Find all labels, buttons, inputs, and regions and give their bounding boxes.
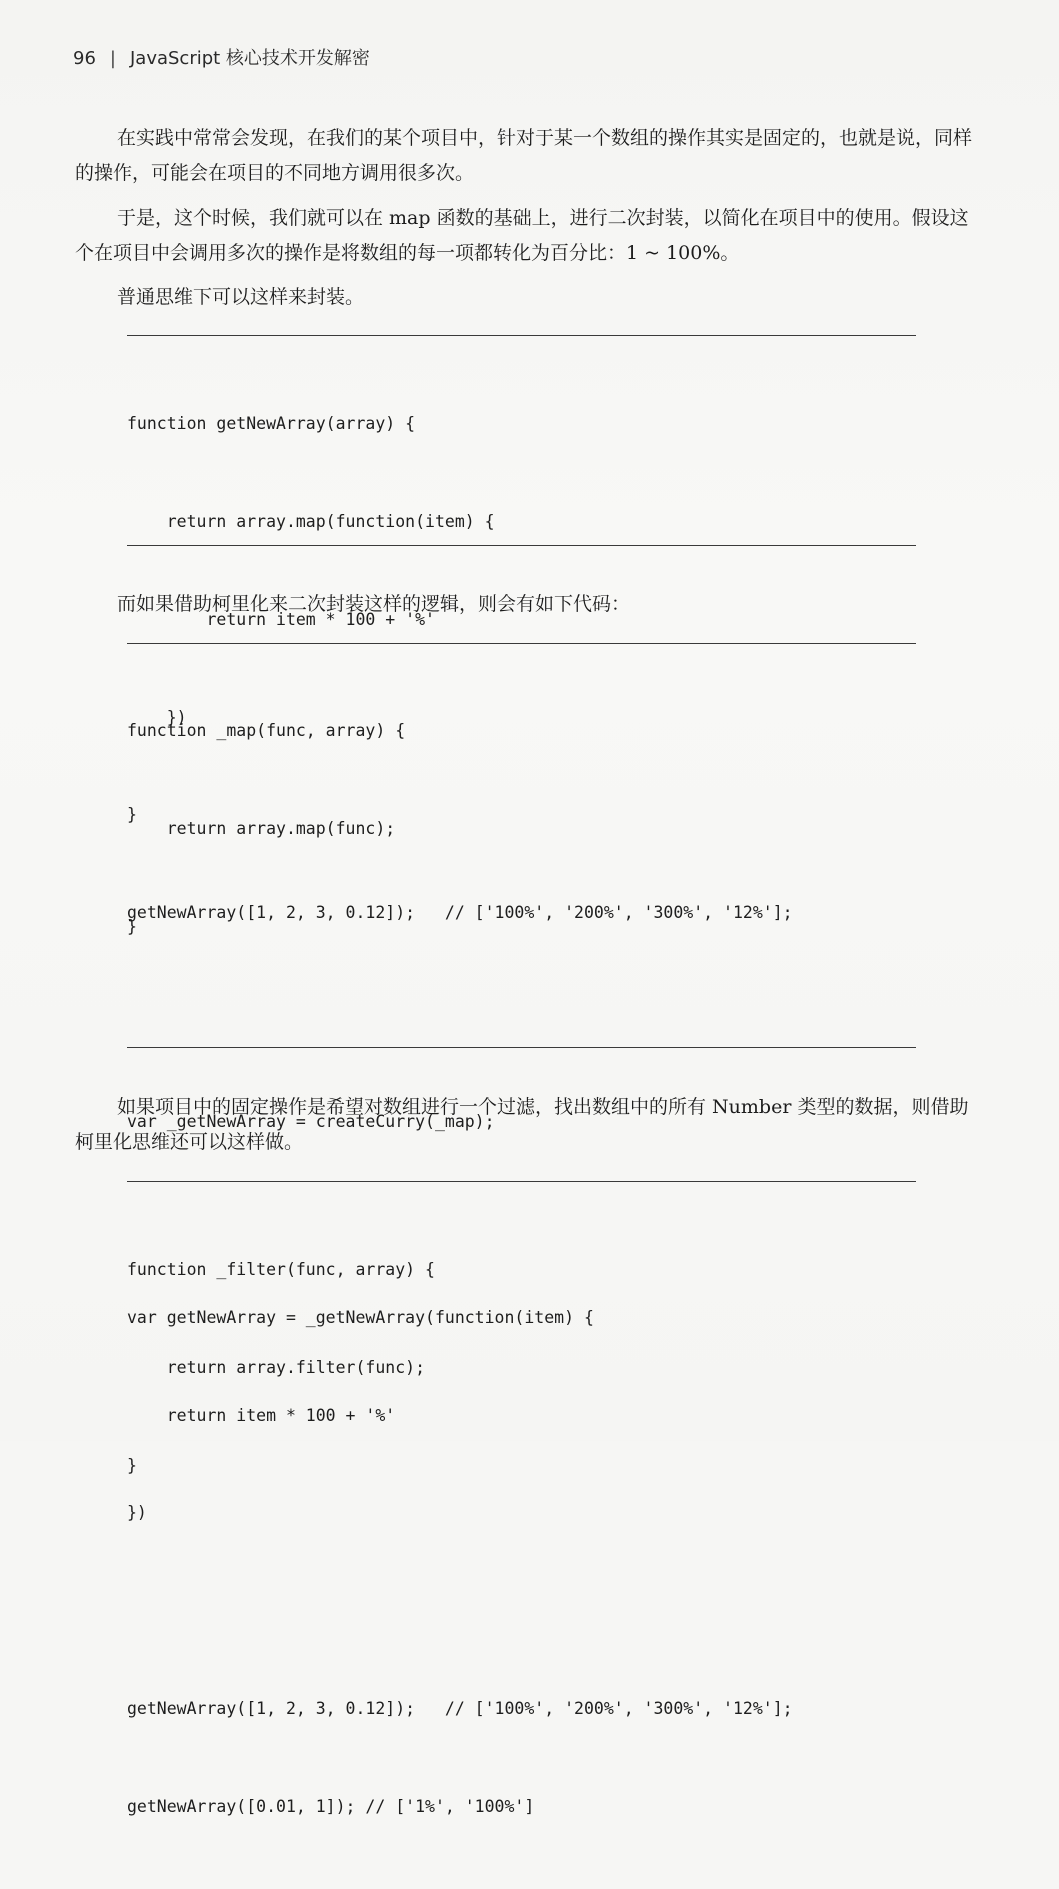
code-line: } [127, 916, 137, 936]
paragraph-5: 如果项目中的固定操作是希望对数组进行一个过滤，找出数组中的所有 Number 类型的数据，则借助柯里化思维还可以这样做。 [75, 1096, 969, 1153]
code-rule-top-1 [127, 335, 916, 336]
code-line: return item * 100 + '%' [127, 1405, 396, 1425]
code-rule-top-3 [127, 1181, 916, 1182]
code-line: }) [127, 1503, 147, 1523]
paragraph-2: 于是，这个时候，我们就可以在 map 函数的基础上，进行二次封装，以简化在项目中的使用。假设这个在项目中会调用多次的操作是将数组的每一项都转化为百分比：1 ~ 100%。 [75, 207, 969, 264]
code-line [127, 1595, 793, 1628]
code-line: return array.map(function(item) { [127, 511, 495, 531]
code-line: return array.filter(func); [127, 1357, 426, 1377]
paragraph-4: 而如果借助柯里化来二次封装这样的逻辑，则会有如下代码： [117, 593, 631, 615]
header-separator: | [109, 48, 116, 69]
paragraph-1: 在实践中常常会发现，在我们的某个项目中，针对于某一个数组的操作其实是固定的，也就是说，同样的操作，可能会在项目的不同地方调用很多次。 [75, 127, 973, 184]
code-line: getNewArray([0.01, 1]); // ['1%', '100%'] [127, 1796, 535, 1816]
code-line [127, 1009, 793, 1042]
code-block-3 [127, 1189, 435, 1548]
code-line: function _map(func, array) { [127, 721, 406, 741]
running-header [73, 44, 370, 70]
page-number: 96 [73, 48, 96, 69]
code-line: }) [127, 707, 187, 727]
code-line: function _filter(func, array) { [127, 1260, 435, 1280]
code-line: getNewArray([1, 2, 3, 0.12]); // ['100%', '200%', '300%', '12%']; [127, 1699, 793, 1718]
code-rule-bottom-2 [127, 1047, 916, 1048]
paragraph-3: 普通思维下可以这样来封装。 [117, 286, 365, 308]
book-title: JavaScript 核心技术开发解密 [129, 48, 370, 69]
code-rule-top-2 [127, 643, 916, 644]
code-line: return item * 100 + '%' [127, 609, 435, 629]
code-line: function getNewArray(array) { [127, 414, 416, 434]
code-line: return array.map(func); [127, 818, 396, 838]
code-line: getNewArray([1, 2, 3, 0.12]); // ['100%', '200%', '300%', '12%']; [127, 903, 793, 923]
code-line: var getNewArray = _getNewArray(function(item) { [127, 1307, 594, 1327]
code-rule-bottom-1 [127, 545, 916, 546]
code-line: } [127, 805, 137, 825]
code-line: } [127, 1455, 137, 1475]
code-line: var _getNewArray = createCurry(_map); [127, 1112, 495, 1132]
